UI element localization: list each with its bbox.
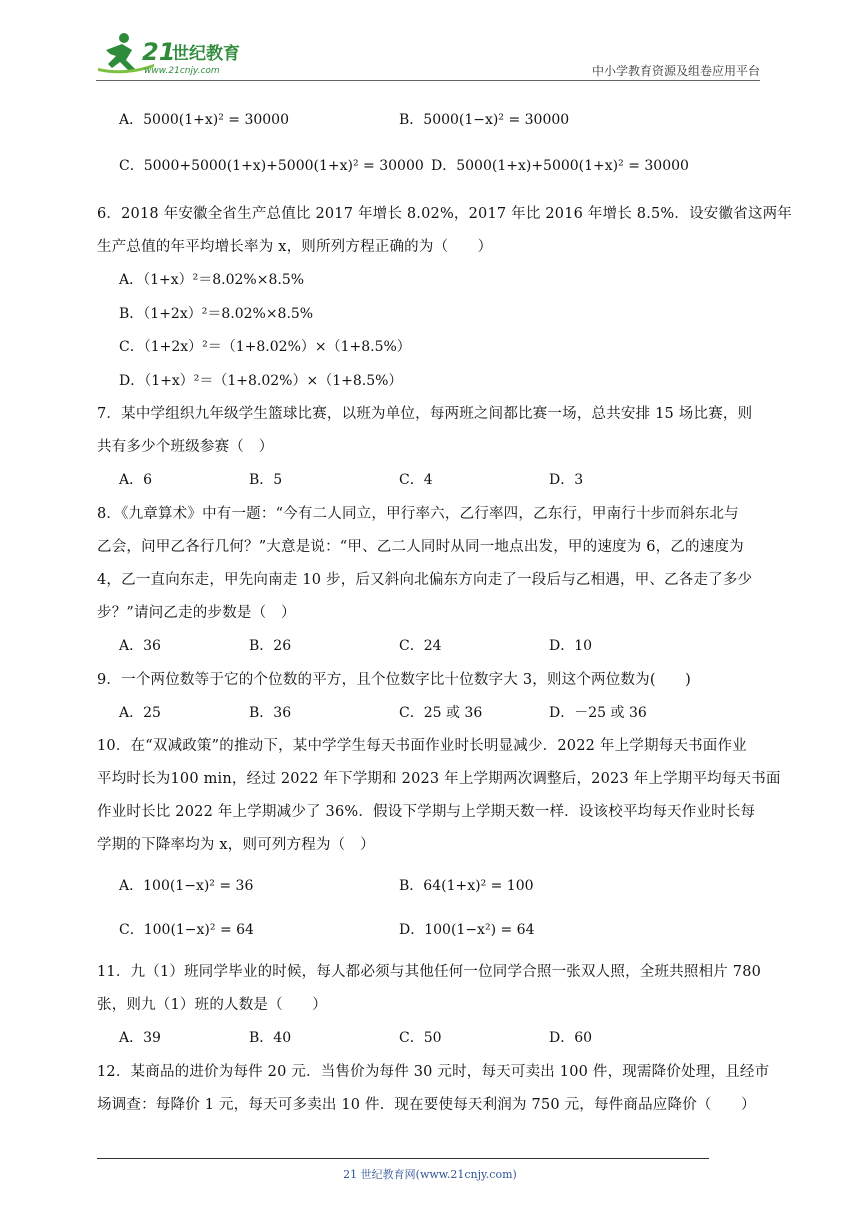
question-6-line-2: 生产总值的年平均增长率为 x，则所列方程正确的为（ ）: [97, 239, 493, 255]
footer-link[interactable]: 21 世纪教育网(www.21cnjy.com): [343, 1168, 517, 1181]
question-8: [97, 498, 767, 630]
q7-option-b: B．5: [249, 472, 283, 489]
question-8-line-3: 4，乙一直向东走，甲先向南走 10 步，后又斜向北偏东方向走了一段后与乙相遇，甲、乙各走了多少: [97, 571, 753, 588]
q10-option-d: D．100(1−x²) = 64: [399, 922, 535, 939]
question-6: [97, 198, 793, 264]
question-9-options: [97, 697, 767, 731]
q9-option-b: B．36: [249, 704, 292, 721]
question-12: [97, 1056, 770, 1122]
q11-option-d: D．60: [549, 1030, 593, 1047]
question-7-options: [97, 464, 767, 498]
q8-option-a: A．36: [119, 637, 161, 654]
q6-option-b: B．（1+2x）²＝8.02%×8.5%: [119, 305, 314, 322]
q7-option-a: A．6: [119, 472, 153, 489]
q10-option-c: C．100(1−x)² = 64: [119, 922, 254, 939]
svg-text:21: 21: [142, 38, 176, 66]
q7-option-d: D．3: [549, 472, 584, 489]
footer-divider: [97, 1158, 709, 1159]
logo-icon: [96, 30, 266, 76]
svg-text:世纪教育: 世纪教育: [172, 44, 240, 64]
question-11-line-2: 张，则九（1）班的人数是（ ）: [97, 997, 327, 1014]
question-7-line-2: 共有多少个班级参赛（ ）: [97, 439, 274, 456]
platform-name: 中小学教育资源及组卷应用平台: [591, 64, 760, 78]
q5-options-row-1: [97, 104, 767, 150]
question-11-options: [97, 1022, 767, 1056]
header-divider: [96, 80, 760, 81]
q5-option-a: A．5000(1+x)² = 30000: [119, 112, 289, 128]
q5-options-row-2: [97, 150, 767, 198]
question-7-line-1: 7．某中学组织九年级学生篮球比赛，以班为单位，每两班之间都比赛一场，总共安排 15 场比赛，则: [97, 406, 753, 423]
question-10-line-2: 平均时长为100 min，经过 2022 年下学期和 2023 年上学期两次调整后，2023 年上学期平均每天书面: [97, 771, 781, 788]
q5-option-b: B．5000(1−x)² = 30000: [399, 112, 570, 128]
q5-option-d: D．5000(1+x)+5000(1+x)² = 30000: [431, 158, 689, 174]
q11-option-a: A．39: [119, 1030, 161, 1047]
q8-option-d: D．10: [549, 637, 593, 654]
q6-option-a: A．（1+x）²＝8.02%×8.5%: [119, 272, 305, 288]
q9-option-c: C．25 或 36: [399, 704, 483, 721]
question-8-options: [97, 630, 767, 664]
question-6-line-1: 6．2018 年安徽全省生产总值比 2017 年增长 8.02%，2017 年比 2016 年增长 8.5%．设安徽省这两年: [97, 206, 793, 222]
q8-option-b: B．26: [249, 637, 292, 654]
question-10-line-3: 作业时长比 2022 年上学期减少了 36%．假设下学期与上学期天数一样．设该校平均每天作业时长每: [97, 804, 756, 821]
q10-options-row-1: [97, 868, 767, 912]
q8-option-c: C．24: [399, 637, 442, 654]
question-9: [97, 664, 767, 697]
question-9-line-1: 9．一个两位数等于它的个位数的平方，且个位数字比十位数字大 3，则这个两位数为( ): [97, 671, 691, 688]
question-10: [97, 730, 781, 862]
q6-option-d: D．（1+x）²＝（1+8.02%）×（1+8.5%）: [119, 372, 403, 389]
q9-option-d: D．－25 或 36: [549, 704, 647, 721]
question-8-line-2: 乙会，问甲乙各行几何？”大意是说：“甲、乙二人同时从同一地点出发，甲的速度为 6，乙的速度为: [97, 538, 744, 555]
question-8-line-1: 8．《九章算术》中有一题：“今有二人同立，甲行率六，乙行率四，乙东行，甲南行十步而斜东北与: [97, 505, 739, 522]
q10-option-b: B．64(1+x)² = 100: [399, 878, 534, 895]
question-10-line-1: 10．在“双减政策”的推动下，某中学学生每天书面作业时长明显减少．2022 年上学期每天书面作业: [97, 738, 747, 755]
question-12-line-2: 场调查：每降价 1 元，每天可多卖出 10 件．现在要使每天利润为 750 元，每件商品应降价（ ）: [97, 1096, 756, 1113]
q5-option-c: C．5000+5000(1+x)+5000(1+x)² = 30000: [119, 158, 424, 174]
question-content: [97, 104, 793, 1122]
question-10-line-4: 学期的下降率均为 x，则可列方程为（ ）: [97, 837, 375, 854]
question-12-line-1: 12．某商品的进价为每件 20 元．当售价为每件 30 元时，每天可卖出 100 件，现需降价处理，且经市: [97, 1063, 770, 1080]
question-11: [97, 956, 767, 1022]
question-6-options: [97, 264, 767, 398]
question-8-line-4: 步？”请问乙走的步数是（ ）: [97, 604, 296, 621]
q11-option-c: C．50: [399, 1030, 442, 1047]
q9-option-a: A．25: [119, 704, 161, 721]
q6-option-c: C．（1+2x）²＝（1+8.02%）×（1+8.5%）: [119, 339, 411, 356]
svg-text:www.21cnjy.com: www.21cnjy.com: [144, 66, 220, 76]
q10-option-a: A．100(1−x)² = 36: [119, 878, 254, 895]
page-header: [96, 30, 760, 82]
q11-option-b: B．40: [249, 1030, 292, 1047]
q10-options-row-2: [97, 912, 767, 956]
question-7: [97, 398, 767, 464]
question-11-line-1: 11．九（1）班同学毕业的时候，每人都必须与其他任何一位同学合照一张双人照，全班共照相片 780: [97, 964, 762, 981]
q7-option-c: C．4: [399, 472, 433, 489]
